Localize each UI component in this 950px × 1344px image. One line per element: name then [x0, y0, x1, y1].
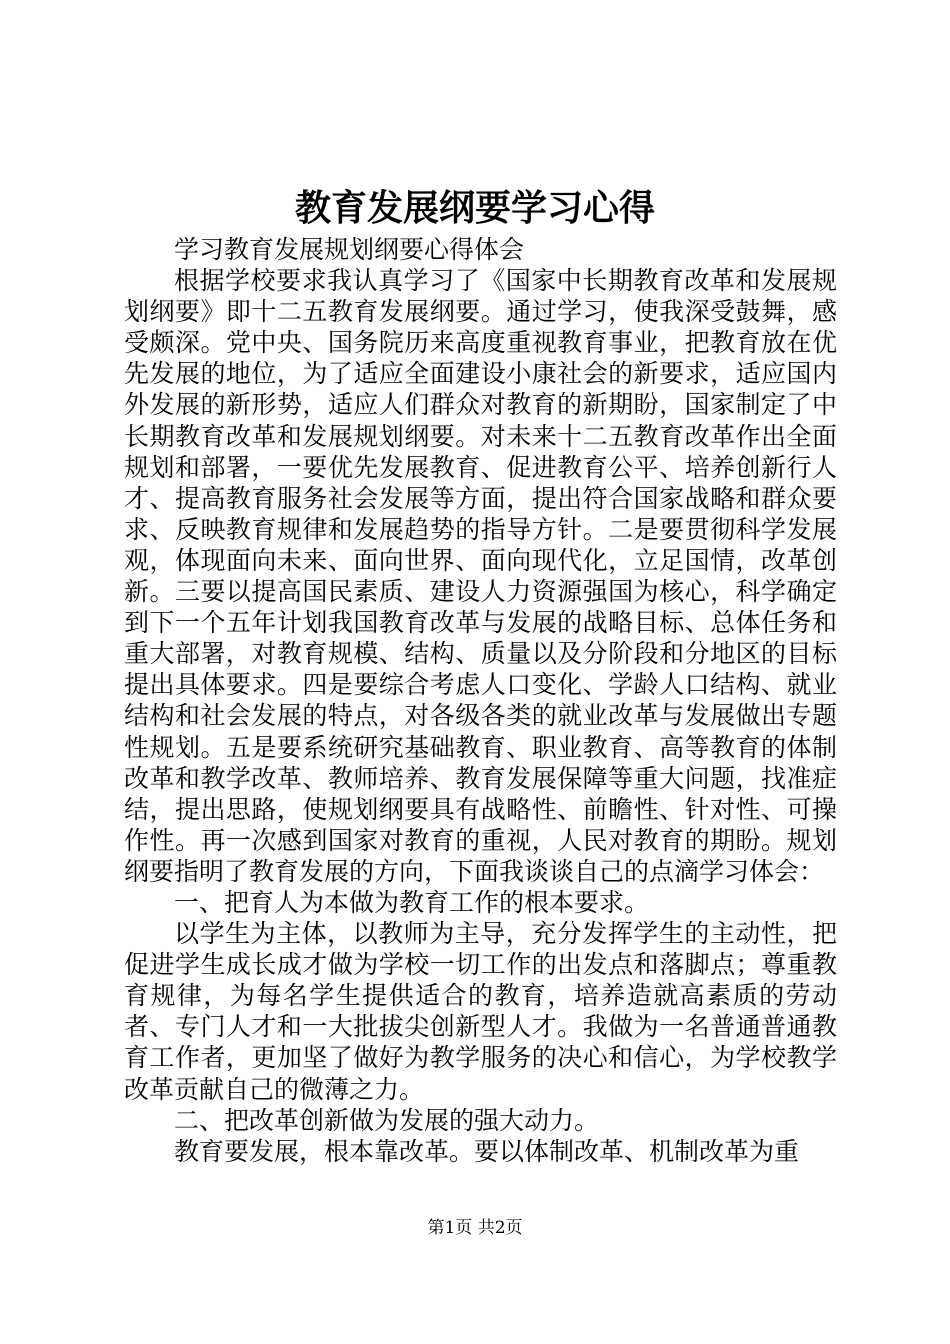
paragraph-subtitle: 学习教育发展规划纲要心得体会: [174, 235, 525, 264]
section-heading-1: 一、把育人为本做为教育工作的根本要求。: [174, 887, 650, 917]
paragraph-section-2: 教育要发展，根本靠改革。要以体制改革、机制改革为重: [174, 1136, 800, 1166]
paragraph-section-1: 以学生为主体，以教师为主导，充分发挥学生的主动性，把促进学生成长成才做为学校一切工作的出发点和落脚点；尊重教育规律，为每名学生提供适合的教育，培养造就高素质的劳动者、专门人才和一大批拔尖创新型人才。我做为一名普通普通教育工作者，更加坚了做好为教学服务的决心和信心，为学校教学改革贡献自己的微薄之力。: [124, 919, 837, 1104]
page-footer: 第1页 共2页: [427, 1218, 523, 1238]
document-title: 教育发展纲要学习心得: [294, 187, 655, 229]
section-heading-2: 二、把改革创新做为发展的强大动力。: [174, 1105, 600, 1135]
paragraph-intro: 根据学校要求我认真学习了《国家中长期教育改革和发展规划纲要》即十二五教育发展纲要。通过学习，使我深受鼓舞，感受颇深。党中央、国务院历来高度重视教育事业，把教育放在优先发展的地位，为了适应全面建设小康社会的新要求，适应国内外发展的新形势，适应人们群众对教育的新期盼，国家制定了中长期教育改革和发展规划纲要。对未来十二五教育改革作出全面规划和部署，一要优先发展教育、促进教育公平、培养创新行人才、提高教育服务社会发展等方面，提出符合国家战略和群众要求、反映教育规律和发展趋势的指导方针。二是要贯彻科学发展观，体现面向未来、面向世界、面向现代化，立足国情，改革创新。三要以提高国民素质、建设人力资源强国为核心，科学确定到下一个五年计划我国教育改革与发展的战略目标、总体任务和重大部署，对教育规模、结构、质量以及分阶段和分地区的目标提出具体要求。四是要综合考虑人口变化、学龄人口结构、就业结构和社会发展的特点，对各级各类的就业改革与发展做出专题性规划。五是要系统研究基础教育、职业教育、高等教育的体制改革和教学改革、教师培养、教育发展保障等重大问题，找准症结，提出思路，使规划纲要具有战略性、前瞻性、针对性、可操作性。再一次感到国家对教育的重视，人民对教育的期盼。规划纲要指明了教育发展的方向，下面我谈谈自己的点滴学习体会：: [124, 266, 837, 886]
document-body: [124, 234, 837, 1167]
